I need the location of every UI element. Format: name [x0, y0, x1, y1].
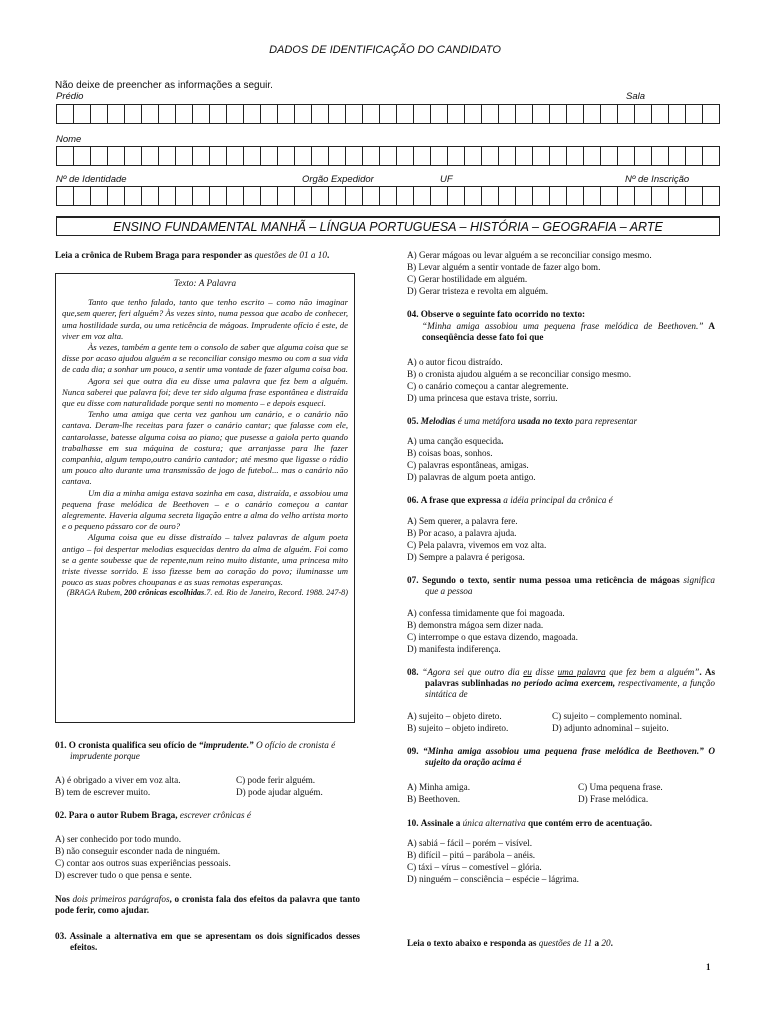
q04-option-b[interactable]: B) o cronista ajudou alguém a se reconciliar consigo mesmo.	[407, 369, 632, 379]
question-01: 01. O cronista qualifica seu ofício de “imprudente.” O ofício de cronista é imprudente porque	[55, 740, 336, 762]
question-04-quote: “Minha amiga assobiou uma pequena frase melódica de Beethoven.” A conseqüência desse fato foi que	[422, 321, 715, 343]
q06-option-b[interactable]: B) Por acaso, a palavra ajuda.	[407, 528, 517, 538]
q07-option-d[interactable]: D) manifesta indiferença.	[407, 644, 501, 654]
q09-option-d[interactable]: D) Frase melódica.	[578, 794, 649, 804]
question-03: 03. Assinale a alternativa em que se apresentam os dois significados desses efeitos.	[55, 931, 361, 953]
q02-option-d[interactable]: D) escrever tudo o que pensa e sente.	[55, 870, 192, 880]
q03-option-b[interactable]: B) Levar alguém a sentir vontade de fazer algo bom.	[407, 262, 601, 272]
q09-option-b[interactable]: B) Beethoven.	[407, 794, 461, 804]
text-box	[55, 273, 355, 723]
q04-option-d[interactable]: D) uma princesa que estava triste, sorriu.	[407, 393, 558, 403]
q09-option-c[interactable]: C) Uma pequena frase.	[578, 782, 663, 792]
paragraph: Tanto que tenho falado, tanto que tenho escrito – como não imaginar que,sem querer, feri alguém? Às vezes sinto, numa pessoa que acabo de conhecer, uma hostilidade surda, ou uma reticência de mágoas. Imprudente ofício é este, de viver em voz alta.	[62, 297, 348, 341]
predio-sala-field[interactable]	[56, 104, 720, 124]
identidade-field[interactable]	[56, 186, 720, 206]
question-08: 08. “Agora sei que outro dia eu disse uma palavra que fez bem a alguém”. As palavras sublinhadas no período acima exercem, respectivamente, a função sintática de	[407, 667, 716, 700]
text-title: Texto: A Palavra	[173, 278, 237, 288]
page-number: 1	[706, 962, 711, 972]
question-04: 04. Observe o seguinte fato ocorrido no texto:	[407, 309, 586, 319]
exam-banner: ENSINO FUNDAMENTAL MANHÃ – LÍNGUA PORTUGUESA – HISTÓRIA – GEOGRAFIA – ARTE	[56, 216, 720, 236]
q01-option-c[interactable]: C) pode ferir alguém.	[236, 775, 316, 785]
page-title: DADOS DE IDENTIFICAÇÃO DO CANDIDATO	[269, 44, 501, 56]
q05-option-a[interactable]: A) uma canção esquecida.	[407, 436, 504, 446]
instruction-note: Não deixe de preencher as informações a seguir.	[55, 80, 273, 91]
q03-option-d[interactable]: D) Gerar tristeza e revolta em alguém.	[407, 286, 549, 296]
q07-option-c[interactable]: C) interrompe o que estava dizendo, magoada.	[407, 632, 578, 642]
q06-option-a[interactable]: A) Sem querer, a palavra fere.	[407, 516, 518, 526]
q02-option-a[interactable]: A) ser conhecido por todo mundo.	[55, 834, 182, 844]
question-05: 05. Melodias é uma metáfora usada no texto para representar	[407, 416, 638, 426]
q07-option-a[interactable]: A) confessa timidamente que foi magoada.	[407, 608, 565, 618]
q02-option-c[interactable]: C) contar aos outros suas experiências pessoais.	[55, 858, 231, 868]
q06-option-c[interactable]: C) Pela palavra, vivemos em voz alta.	[407, 540, 547, 550]
q01-option-b[interactable]: B) tem de escrever muito.	[55, 787, 151, 797]
label-nome: Nome	[56, 134, 82, 145]
q01-option-a[interactable]: A) é obrigado a viver em voz alta.	[55, 775, 181, 785]
q09-option-a[interactable]: A) Minha amiga.	[407, 782, 471, 792]
q08-option-d[interactable]: D) adjunto adnominal – sujeito.	[552, 723, 669, 733]
q08-option-a[interactable]: A) sujeito – objeto direto.	[407, 711, 502, 721]
q07-option-b[interactable]: B) demonstra mágoa sem dizer nada.	[407, 620, 544, 630]
text-source: (BRAGA Rubem, 200 crônicas escolhidas.7. ed. Rio de Janeiro, Record. 1988. 247-8)	[66, 588, 348, 598]
q05-option-d[interactable]: D) palavras de algum poeta antigo.	[407, 472, 536, 482]
paragraph: Tenho uma amiga que certa vez ganhou um canário, e o canário não cantava. Deram-lhe receitas para fazer o canário cantar; que falasse com ele, cantarolasse, batesse alguma coisa ao piano; que pusesse a gaiola perto quando trabalhasse em sua máquina de costura; que arranjasse para lhe fazer companhia, algum tempo,outro canário cantador; até mesmo que ligasse o rádio um pouco alto durante uma transmissão de jogo de futebol... mas o canário não cantava.	[62, 409, 348, 487]
label-sala: Sala	[626, 91, 646, 102]
paragraph: Um dia a minha amiga estava sozinha em casa, distraída, e assobiou uma pequena frase melódica de Beethoven – e o canário começou a cantar alegremente. Haveria alguma secreta ligação entre a alma do velho artista morto e o pequeno pássaro cor de ouro?	[62, 487, 348, 532]
question-09: 09. “Minha amiga assobiou uma pequena frase melódica de Beethoven.” O sujeito da oração acima é	[407, 746, 715, 768]
q05-option-b[interactable]: B) coisas boas, sonhos.	[407, 448, 493, 458]
q08-option-b[interactable]: B) sujeito – objeto indireto.	[407, 723, 509, 733]
nome-field[interactable]	[56, 146, 720, 166]
q02-option-b[interactable]: B) não conseguir esconder nada de ninguém.	[55, 846, 221, 856]
label-identidade: Nº de Identidade	[56, 174, 127, 185]
q04-option-a[interactable]: A) o autor ficou distraído.	[407, 357, 503, 367]
paragraph: Agora sei que outra dia eu disse uma palavra que fez bem a alguém. Nunca saberei que palavra foi; deve ter sido alguma frase espontânea e distraída que eu disse com naturalidade porque senti no momento – e depois esqueci.	[62, 375, 348, 409]
question-06: 06. A frase que expressa a idéia principal da crônica é	[407, 495, 613, 505]
question-10: 10. Assinale a única alternativa que contém erro de acentuação.	[407, 818, 653, 828]
paragraph: Às vezes, também a gente tem o consolo de saber que alguma coisa que se disse por acaso ajudou alguém a se reconciliar consigo mesmo ou com a sua vida de cada dia; a sonhar um pouco, a sentir uma vontade de fazer alguma coisa boa.	[62, 342, 348, 375]
q10-option-d[interactable]: D) ninguém – consciência – espécie – lágrima.	[407, 874, 579, 884]
question-07: 07. Segundo o texto, sentir numa pessoa uma reticência de mágoas significa que a pessoa	[407, 575, 715, 597]
question-02: 02. Para o autor Rubem Braga, escrever crônicas é	[55, 810, 251, 820]
q06-option-d[interactable]: D) Sempre a palavra é perigosa.	[407, 552, 525, 562]
nos-instruction: Nos dois primeiros parágrafos, o cronista fala dos efeitos da palavra que tanto pode ferir, como ajudar.	[55, 894, 360, 916]
q03-option-a[interactable]: A) Gerar mágoas ou levar alguém a se reconciliar consigo mesmo.	[407, 250, 652, 260]
q10-option-c[interactable]: C) táxi – vírus – comestível – glória.	[407, 862, 542, 872]
label-uf: UF	[440, 174, 453, 185]
label-orgao: Orgão Expedidor	[302, 174, 374, 185]
q01-option-d[interactable]: D) pode ajudar alguém.	[236, 787, 323, 797]
next-instruction: Leia o texto abaixo e responda as questões de 11 a 20.	[407, 938, 613, 948]
label-inscricao: Nº de Inscrição	[625, 174, 690, 185]
q03-option-c[interactable]: C) Gerar hostilidade em alguém.	[407, 274, 528, 284]
q08-option-c[interactable]: C) sujeito – complemento nominal.	[552, 711, 682, 721]
paragraph: Alguma coisa que eu disse distraído – talvez palavras de algum poeta antigo – foi despertar melodias esquecidas dentro da alma de alguém. Foi como se a gente soubesse que de repente,num reino muito distante, uma princesa mito triste tivesse sorrido. E isso fizesse bem ao coração do povo; iluminasse um pouco as suas pobres choupanas e as suas remotas esperanças.	[62, 532, 348, 588]
q10-option-a[interactable]: A) sabiá – fácil – porém – visível.	[407, 838, 533, 848]
q04-option-c[interactable]: C) o canário começou a cantar alegremente.	[407, 381, 569, 391]
q05-option-c[interactable]: C) palavras espontâneas, amigas.	[407, 460, 529, 470]
label-predio: Prédio	[56, 91, 84, 102]
intro-instruction: Leia a crônica de Rubem Braga para responder as questões de 01 a 10.	[55, 250, 330, 260]
q10-option-b[interactable]: B) difícil – pitú – parábola – anéis.	[407, 850, 536, 860]
